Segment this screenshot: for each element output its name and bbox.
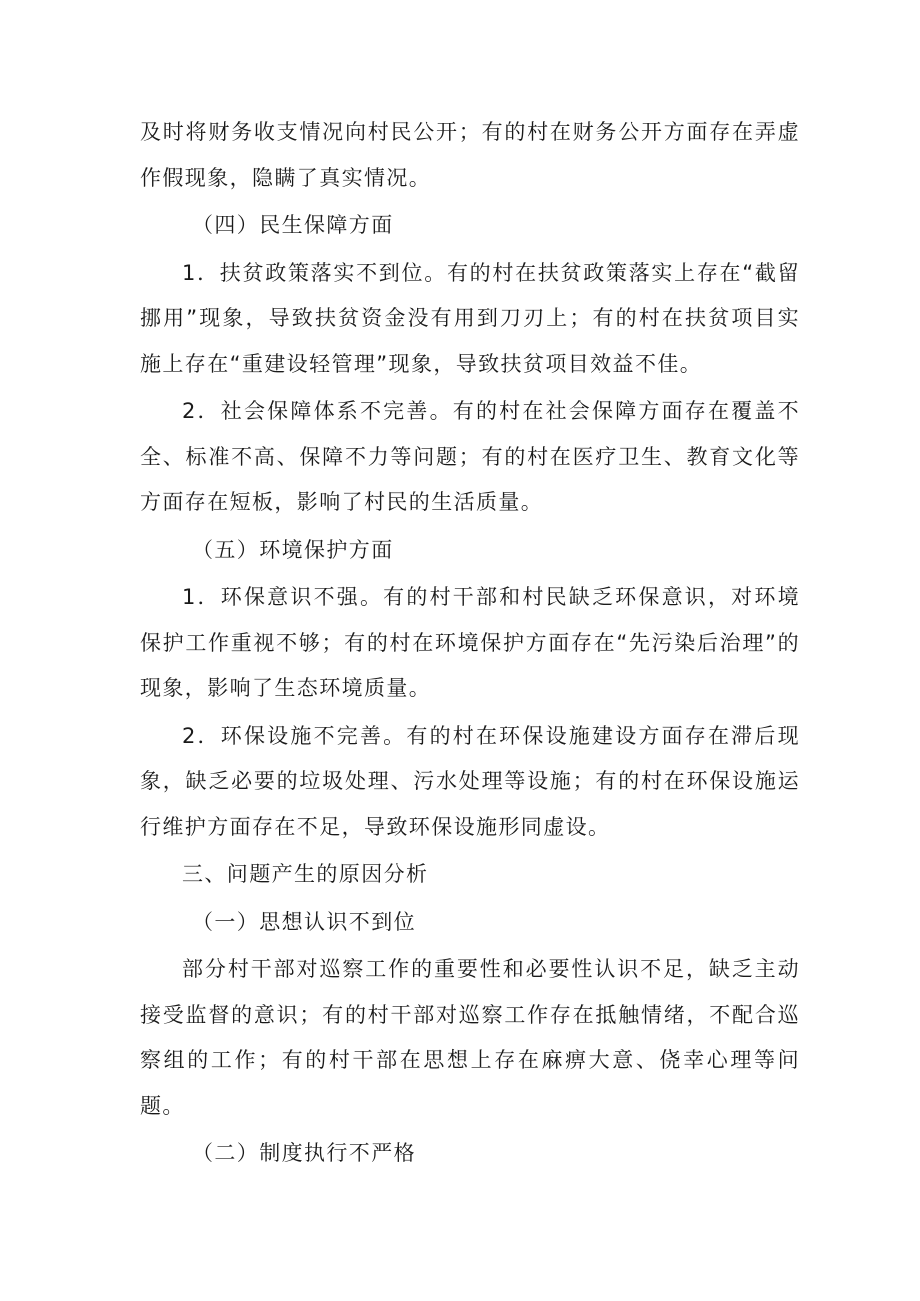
paragraph-ideological: 部分村干部对巡察工作的重要性和必要性认识不足，缺乏主动接受监督的意识；有的村干部对巡察工作存在抵触情绪，不配合巡察组的工作；有的村干部在思想上存在麻痹大意、侥幸心理等问题。 [140, 957, 800, 1118]
paragraph-environment-awareness: 1．环保意识不强。有的村干部和村民缺乏环保意识，对环境保护工作重视不够；有的村在环境保护方面存在“先污染后治理”的现象，影响了生态环境质量。 [140, 585, 800, 700]
document-body [140, 110, 800, 1179]
paragraph-poverty-policy: 1．扶贫政策落实不到位。有的村在扶贫政策落实上存在“截留挪用”现象，导致扶贫资金没有用到刀刃上；有的村在扶贫项目实施上存在“重建设轻管理”现象，导致扶贫项目效益不佳。 [140, 260, 800, 376]
subheading-livelihood: （四）民生保障方面 [192, 213, 394, 237]
subheading-ideological: （一）思想认识不到位 [192, 909, 416, 934]
paragraph-environment-facilities: 2．环保设施不完善。有的村在环保设施建设方面存在滞后现象，缺乏必要的垃圾处理、污水处理等设施；有的村在环保设施运行维护方面存在不足，导致环保设施形同虚设。 [140, 723, 800, 839]
section-heading-cause-analysis: 三、问题产生的原因分析 [182, 862, 429, 886]
subheading-environment: （五）环境保护方面 [192, 537, 394, 562]
paragraph-finance-continued: 及时将财务收支情况向村民公开；有的村在财务公开方面存在弄虚作假现象，隐瞒了真实情况。 [140, 120, 800, 190]
subheading-system-execution: （二）制度执行不严格 [192, 1141, 416, 1165]
paragraph-social-security: 2．社会保障体系不完善。有的村在社会保障方面存在覆盖不全、标准不高、保障不力等问题；有的村在医疗卫生、教育文化等方面存在短板，影响了村民的生活质量。 [140, 399, 800, 514]
